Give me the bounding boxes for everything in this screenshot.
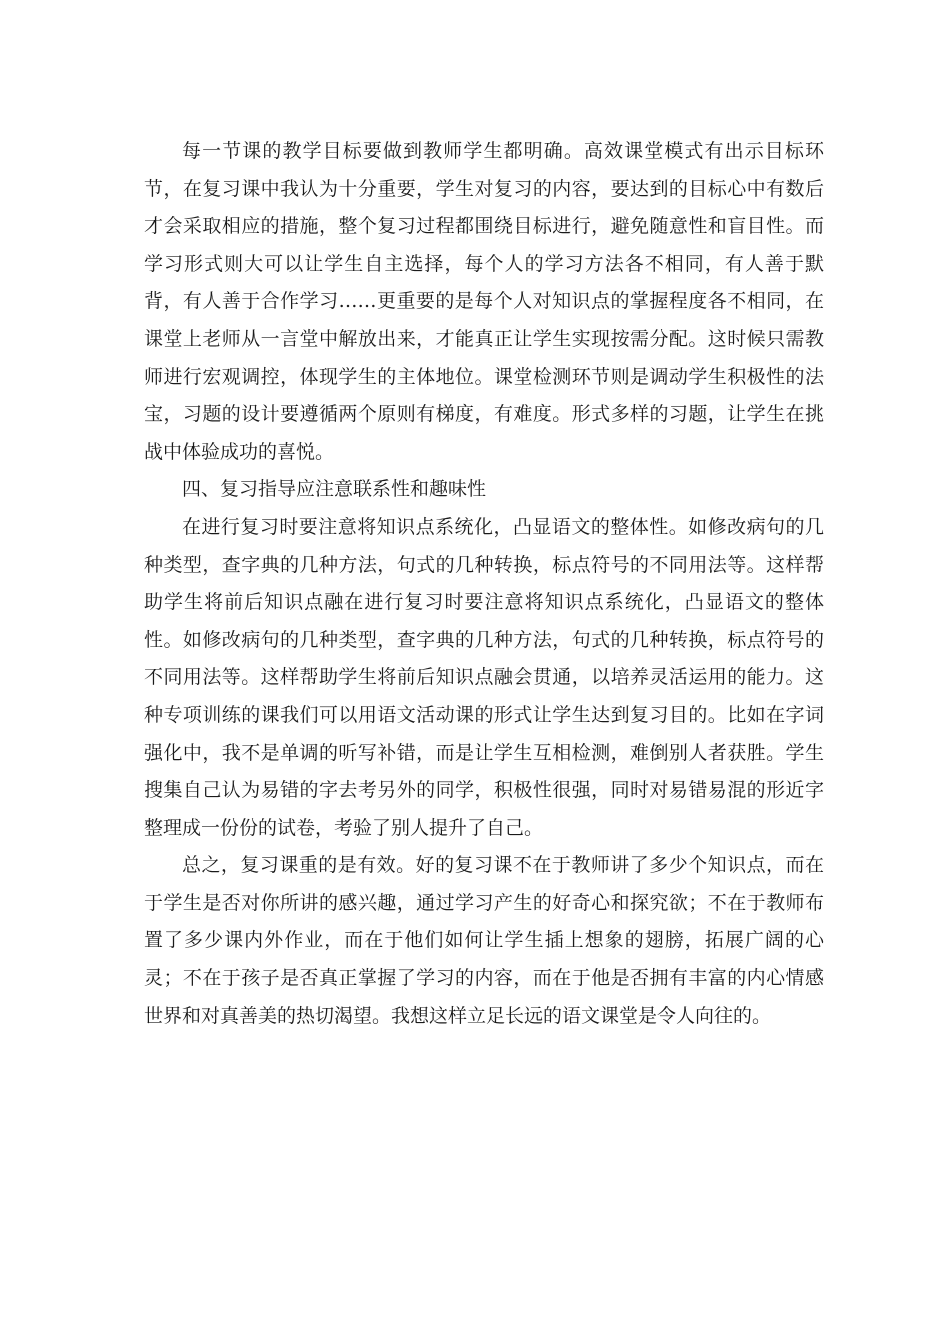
paragraph-systematic-review: 在进行复习时要注意将知识点系统化，凸显语文的整体性。如修改病句的几种类型，查字典的几种方法，句式的几种转换，标点符号的不同用法等。这样帮助学生将前后知识点融在进行复习时要注意将知识点系统化，凸显语文的整体性。如修改病句的几种类型，查字典的几种方法，句式的几种转换，标点符号的不同用法等。这样帮助学生将前后知识点融会贯通，以培养灵活运用的能力。这种专项训练的课我们可以用语文活动课的形式让学生达到复习目的。比如在字词强化中，我不是单调的听写补错，而是让学生互相检测，难倒别人者获胜。学生搜集自己认为易错的字去考另外的同学，积极性很强，同时对易错易混的形近字整理成一份份的试卷，考验了别人提升了自己。: [144, 515, 824, 839]
section-heading-review-guidance: 四、复习指导应注意联系性和趣味性: [182, 478, 487, 501]
paragraph-teaching-goals: 每一节课的教学目标要做到教师学生都明确。高效课堂模式有出示目标环节，在复习课中我认为十分重要，学生对复习的内容，要达到的目标心中有数后才会采取相应的措施，整个复习过程都围绕目标进行，避免随意性和盲目性。而学习形式则大可以让学生自主选择，每个人的学习方法各不相同，有人善于默背，有人善于合作学习……更重要的是每个人对知识点的掌握程度各不相同，在课堂上老师从一言堂中解放出来，才能真正让学生实现按需分配。这时候只需教师进行宏观调控，体现学生的主体地位。课堂检测环节则是调动学生积极性的法宝，习题的设计要遵循两个原则有梯度，有难度。形式多样的习题，让学生在挑战中体验成功的喜悦。: [144, 140, 824, 463]
paragraph-conclusion: 总之，复习课重的是有效。好的复习课不在于教师讲了多少个知识点，而在于学生是否对你所讲的感兴趣，通过学习产生的好奇心和探究欲；不在于教师布置了多少课内外作业，而在于他们如何让学生插上想象的翅膀，拓展广阔的心灵；不在于孩子是否真正掌握了学习的内容，而在于他是否拥有丰富的内心情感世界和对真善美的热切渴望。我想这样立足长远的语文课堂是令人向往的。: [144, 854, 824, 1027]
document-body: [144, 133, 824, 1035]
